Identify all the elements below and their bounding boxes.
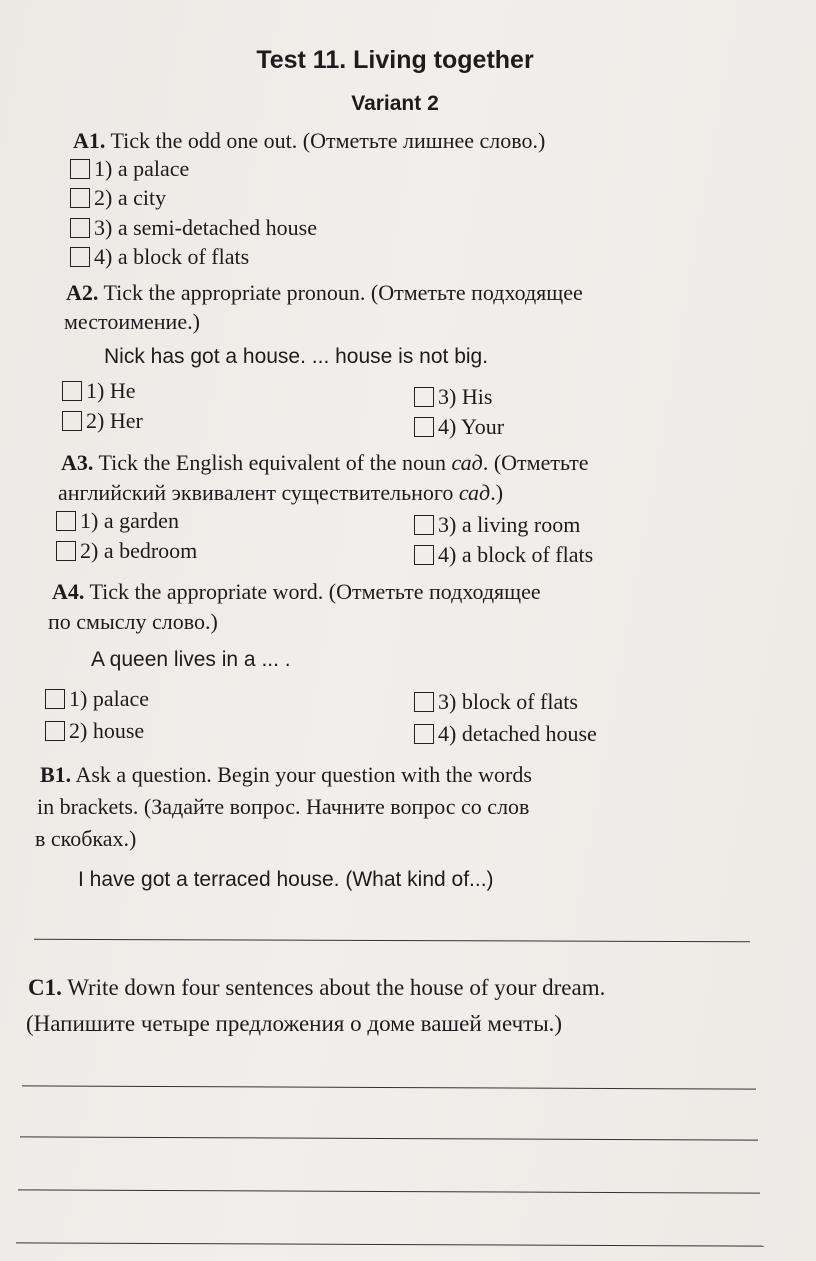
option-label: 4) detached house	[438, 721, 597, 746]
option-label: 3) block of flats	[438, 689, 578, 714]
answer-line[interactable]	[18, 1189, 760, 1193]
answer-option	[414, 689, 578, 715]
checkbox[interactable]	[56, 511, 76, 531]
example-sentence: A queen lives in a ... .	[91, 648, 291, 671]
question-a2-heading	[66, 280, 583, 306]
question-instruction: Tick the appropriate pronoun. (Отметьте подходящее	[103, 280, 583, 305]
answer-option	[45, 686, 149, 712]
answer-line[interactable]	[16, 1242, 764, 1246]
checkbox[interactable]	[70, 247, 90, 267]
example-sentence: Nick has got a house. ... house is not big.	[104, 345, 489, 368]
option-label: 4) Your	[438, 414, 505, 439]
answer-option	[70, 215, 317, 241]
checkbox[interactable]	[414, 515, 434, 535]
question-instruction-tail: .)	[490, 480, 504, 505]
question-instruction-continued: in brackets. (Задайте вопрос. Начните вопрос со слов	[37, 794, 530, 819]
checkbox[interactable]	[414, 417, 434, 437]
variant-label: Variant 2	[351, 92, 439, 115]
noun-italic: сад	[458, 480, 491, 505]
question-instruction: Tick the English equivalent of the noun	[98, 450, 452, 475]
option-label: 2) a city	[94, 185, 167, 210]
checkbox[interactable]	[414, 387, 434, 407]
option-label: 4) a block of flats	[94, 244, 250, 269]
question-instruction: английский эквивалент существительного	[58, 480, 459, 505]
question-label: A1.	[73, 128, 106, 153]
checkbox[interactable]	[45, 721, 65, 741]
option-label: 3) a semi-detached house	[94, 215, 317, 240]
question-label: A2.	[66, 280, 99, 305]
option-label: 4) a block of flats	[438, 542, 594, 567]
answer-line[interactable]	[34, 939, 750, 942]
option-label: 2) a bedroom	[80, 538, 198, 563]
answer-option	[414, 721, 597, 747]
question-instruction-continued	[58, 480, 503, 506]
checkbox[interactable]	[414, 724, 434, 744]
noun-italic: сад	[451, 450, 483, 475]
checkbox[interactable]	[70, 159, 90, 179]
question-instruction: Tick the appropriate word. (Отметьте подходящее	[89, 579, 541, 604]
question-label: A3.	[61, 450, 94, 475]
answer-option	[414, 384, 492, 410]
answer-line[interactable]	[22, 1085, 756, 1089]
answer-option	[62, 378, 135, 404]
question-a3-heading	[61, 450, 589, 476]
option-label: 3) His	[438, 384, 493, 409]
option-label: 3) a living room	[438, 512, 581, 537]
checkbox[interactable]	[70, 218, 90, 238]
question-label: A4.	[52, 579, 85, 604]
answer-option	[45, 718, 144, 744]
question-b1-heading	[40, 762, 532, 788]
question-instruction-continued: местоимение.)	[64, 309, 200, 334]
question-label: B1.	[40, 762, 72, 787]
question-instruction-continued: (Напишите четыре предложения о доме вашей мечты.)	[26, 1011, 563, 1036]
option-label: 1) a palace	[94, 156, 190, 181]
checkbox[interactable]	[414, 545, 434, 565]
question-instruction-continued: по смыслу слово.)	[48, 609, 218, 634]
example-sentence: I have got a terraced house. (What kind of...)	[78, 868, 494, 891]
option-label: 1) palace	[69, 686, 149, 711]
checkbox[interactable]	[62, 381, 82, 401]
answer-line[interactable]	[20, 1136, 758, 1140]
question-label: C1.	[28, 975, 62, 1000]
answer-option	[70, 244, 249, 270]
question-a1-heading	[73, 128, 545, 154]
answer-option	[56, 508, 179, 534]
answer-option	[414, 542, 593, 568]
answer-option	[414, 414, 504, 440]
option-label: 2) house	[69, 718, 145, 743]
option-label: 1) a garden	[80, 508, 179, 533]
test-title: Test 11. Living together	[256, 46, 534, 74]
option-label: 2) Her	[86, 408, 143, 433]
answer-option	[62, 408, 143, 434]
checkbox[interactable]	[56, 541, 76, 561]
option-label: 1) He	[86, 378, 136, 403]
answer-option	[70, 156, 189, 182]
question-instruction-tail: . (Отметьте	[482, 450, 589, 475]
checkbox[interactable]	[70, 188, 90, 208]
question-instruction-continued: в скобках.)	[35, 826, 137, 851]
question-a4-heading	[52, 579, 541, 605]
question-instruction: Write down four sentences about the house of your dream.	[67, 975, 606, 1000]
checkbox[interactable]	[45, 689, 65, 709]
question-instruction: Ask a question. Begin your question with the words	[75, 762, 532, 787]
answer-option	[56, 538, 197, 564]
checkbox[interactable]	[62, 411, 82, 431]
checkbox[interactable]	[414, 692, 434, 712]
answer-option	[70, 185, 166, 211]
question-c1-heading	[28, 975, 605, 1001]
question-instruction: Tick the odd one out. (Отметьте лишнее слово.)	[110, 128, 546, 153]
answer-option	[414, 512, 580, 538]
